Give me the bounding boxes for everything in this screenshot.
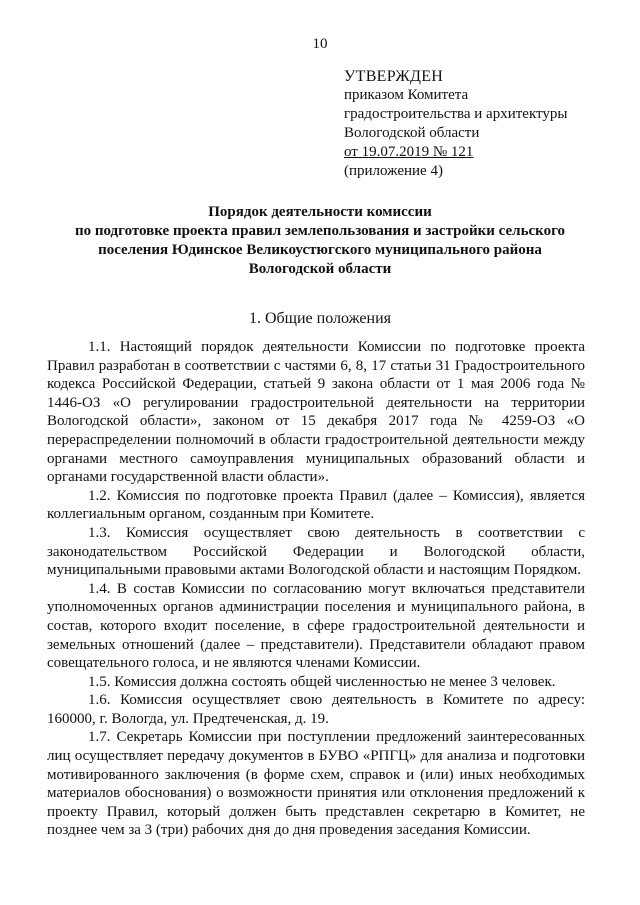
paragraph: 1.2. Комиссия по подготовке проекта Правил (далее – Комиссия), является коллегиальным органом, созданным при Комитете.	[47, 487, 585, 523]
paragraph: 1.5. Комиссия должна состоять общей численностью не менее 3 человек.	[88, 673, 556, 690]
paragraph: 1.4. В состав Комиссии по согласованию могут включаться представители уполномоченных органов администрации поселения и муниципального района, в состав, которого входит поселение, в сфере градостроительной деятельности и земельных отношений (далее – представители). Представители обладают правом совещательного голоса, и не являются членами Комиссии.	[47, 580, 585, 672]
title-line: Вологодской области	[248, 261, 392, 277]
title-line: Порядок деятельности комиссии	[208, 204, 432, 220]
approval-line: приказом Комитета	[344, 87, 469, 103]
approval-heading: УТВЕРЖДЕН	[344, 68, 444, 85]
title-line: поселения Юдинское Великоустюгского муниципального района	[98, 242, 542, 258]
section-heading: 1. Общие положения	[248, 310, 392, 327]
paragraph: 1.6. Комиссия осуществляет свою деятельность в Комитете по адресу: 160000, г. Вологда, ул. Предтеченская, д. 19.	[47, 692, 585, 727]
paragraph: 1.1. Настоящий порядок деятельности Комиссии по подготовке проекта Правил разработан в соответствии с частями 6, 8, 17 статьи 31 Градостроительного кодекса Российской Федерации, статьей 9 закона области от 1 мая 2006 года № 1446-ОЗ «О регулировании градостроительной деятельности на территории Вологодской области», законом от 15 декабря 2017 года № 4259-ОЗ «О перераспределении полномочий в области градостроительной деятельности между органами местного самоуправления муниципальных образований области и органами государственной власти области».	[47, 339, 585, 486]
approval-order-date: от 19.07.2019 № 121	[344, 144, 474, 160]
title-line: по подготовке проекта правил землепользования и застройки сельского	[74, 223, 566, 239]
approval-appendix: (приложение 4)	[344, 163, 443, 179]
page-number: 10	[312, 36, 328, 52]
approval-line: градостроительства и архитектуры	[344, 106, 568, 122]
paragraph: 1.3. Комиссия осуществляет свою деятельность в соответствии с законодательством Российской Федерации и Вологодской области, муниципальными правовыми актами Вологодской области и настоящим Порядком.	[47, 524, 585, 579]
approval-line: Вологодской области	[344, 125, 480, 141]
paragraph: 1.7. Секретарь Комиссии при поступлении предложений заинтересованных лиц осуществляет передачу документов в БУВО «РПГЦ» для анализа и подготовки мотивированного заключения (в форме схем, справок и (или) иных необходимых материалов обоснования) о возможности принятия или отклонения предложений к проекту Правил, который должен быть представлен секретарю в Комитет, не позднее чем за 3 (три) рабочих дня до дня проведения заседания Комиссии.	[47, 729, 585, 839]
document-title	[40, 203, 600, 279]
body-text	[47, 338, 585, 840]
approval-block	[344, 67, 634, 181]
